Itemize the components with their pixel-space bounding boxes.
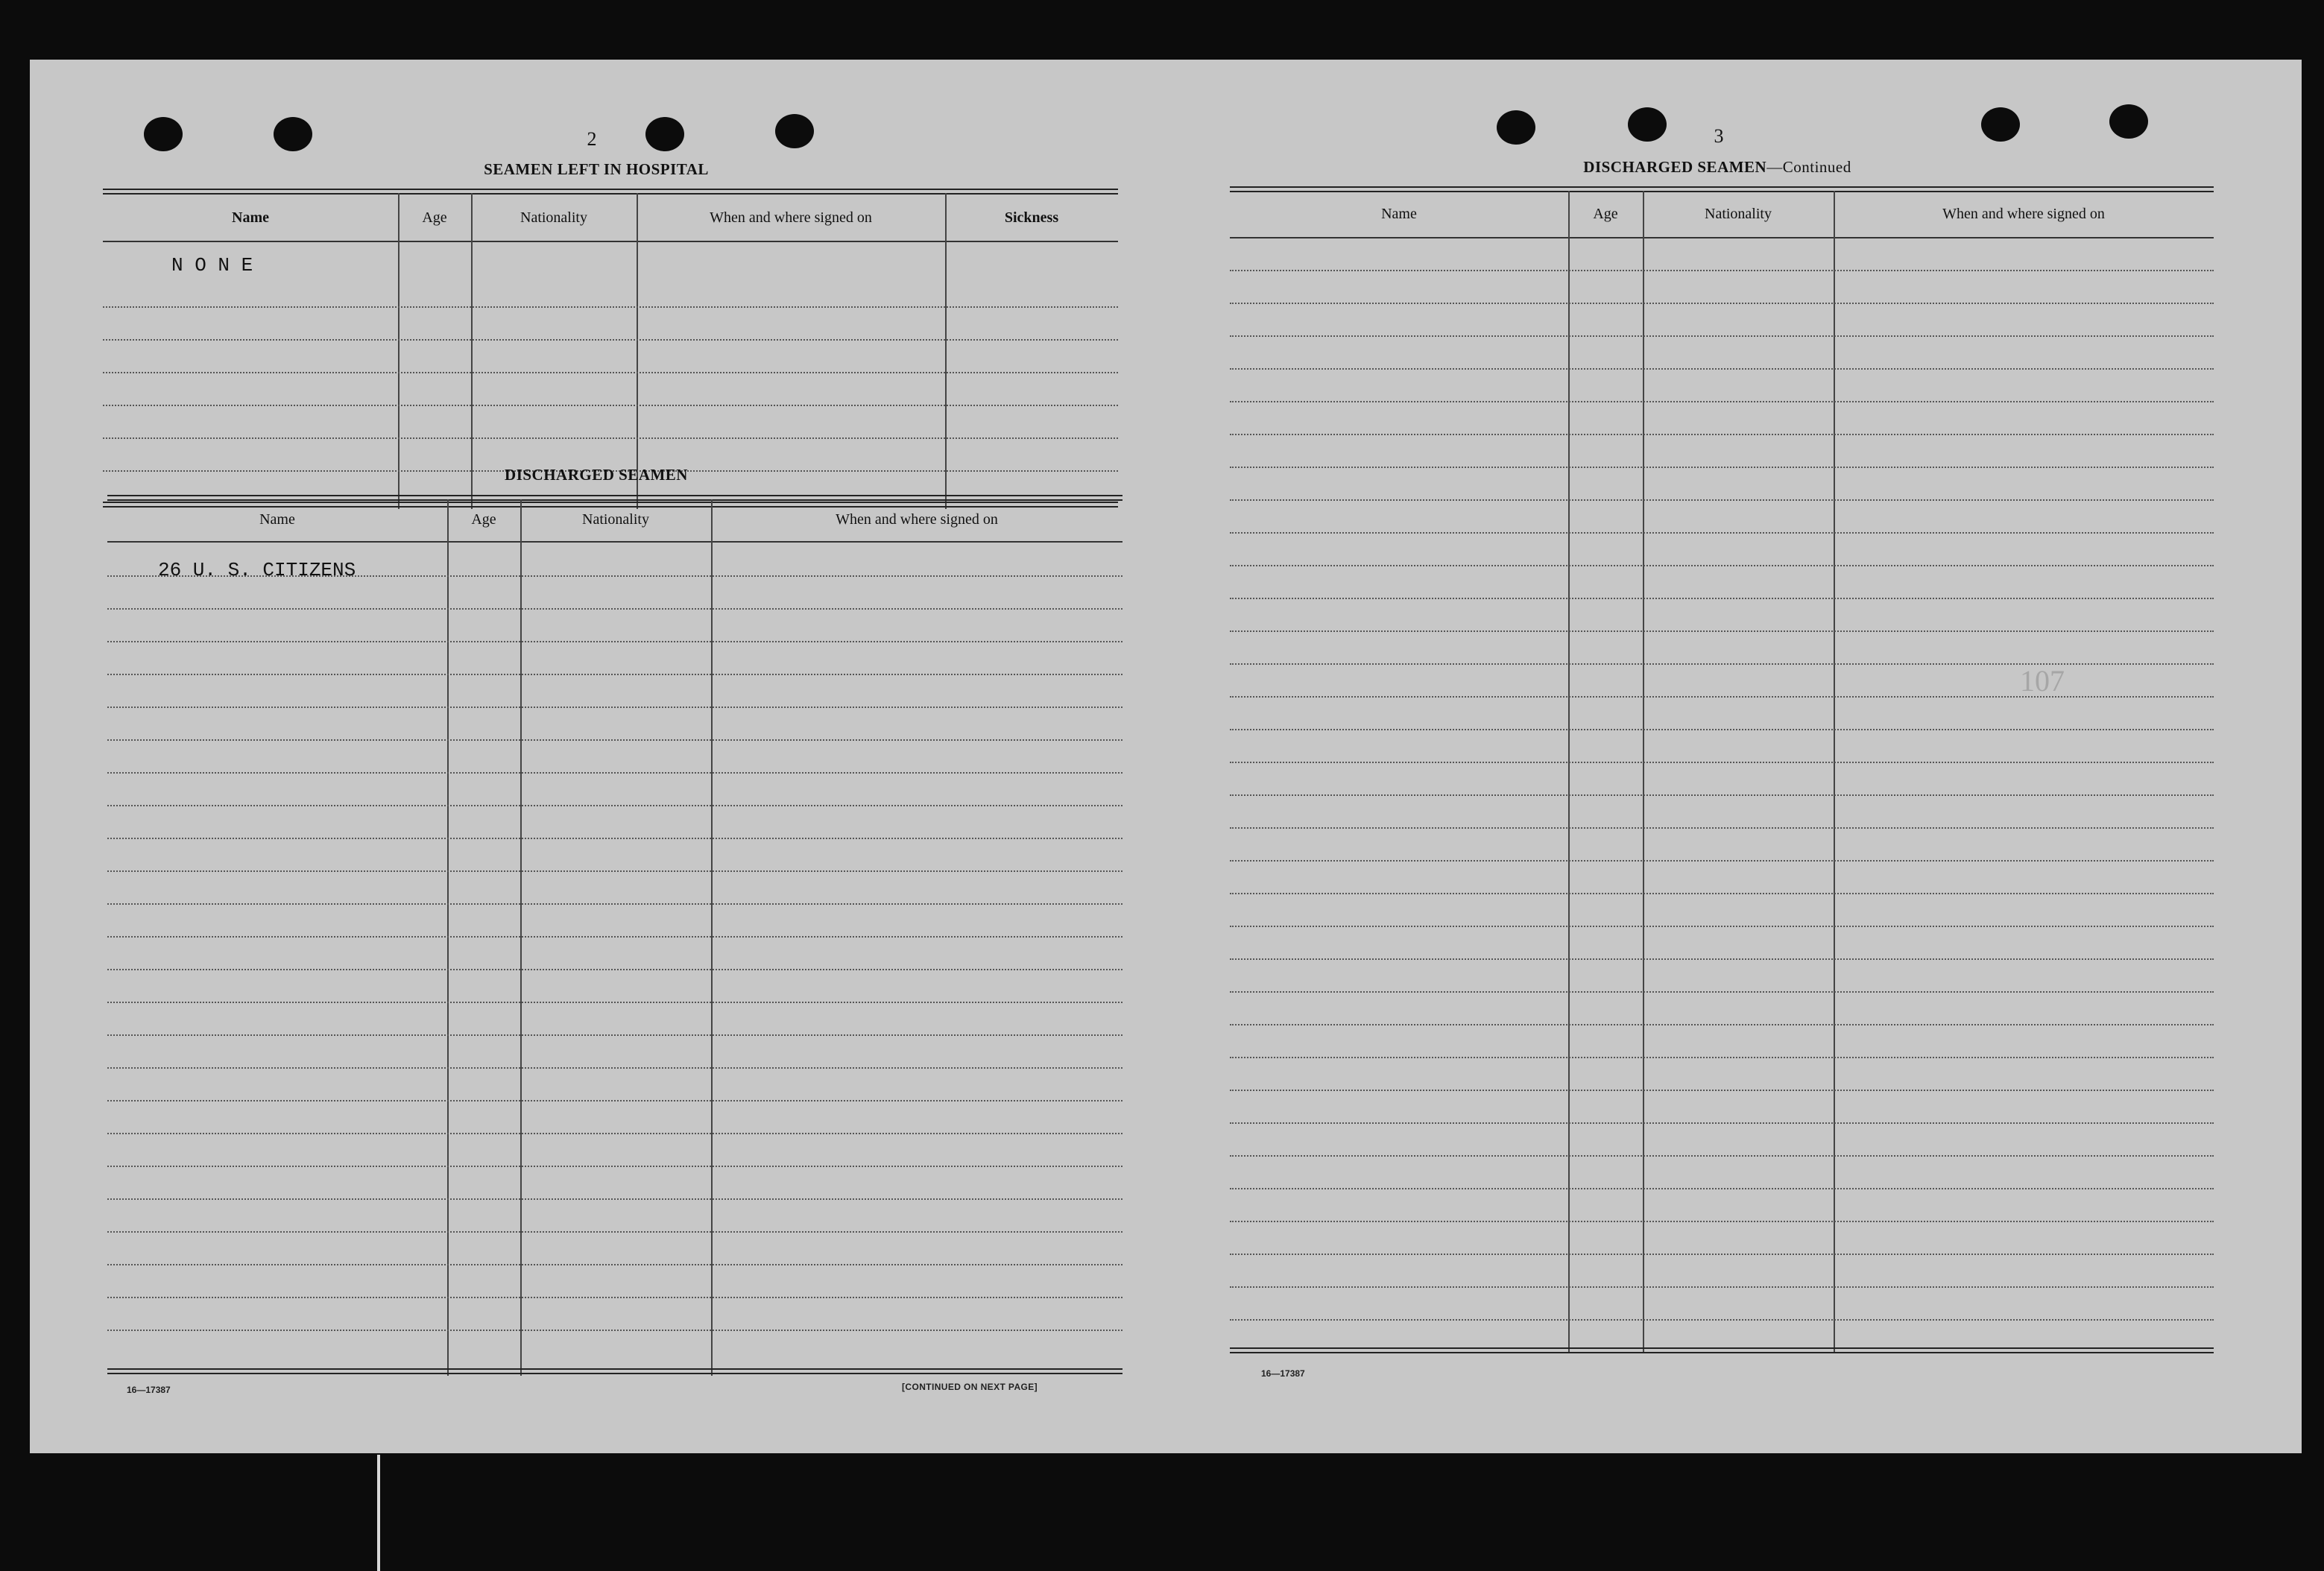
page-number: 3 <box>1714 125 1724 147</box>
column-header-age: Age <box>422 209 447 226</box>
discharged-continued-table <box>1230 186 2214 1416</box>
column-header-when-where: When and where signed on <box>710 209 872 226</box>
punch-hole <box>274 117 312 151</box>
column-header-name: Name <box>232 209 269 226</box>
punch-hole <box>1981 107 2020 142</box>
column-header-age: Age <box>1593 206 1618 222</box>
document-paper <box>30 60 2302 1453</box>
column-header-age: Age <box>471 511 496 528</box>
column-header-nationality: Nationality <box>1705 206 1772 222</box>
column-header-sickness: Sickness <box>1004 209 1059 226</box>
faint-stamp-number: 107 <box>2020 664 2065 698</box>
punch-hole <box>645 117 684 151</box>
punch-hole <box>144 117 183 151</box>
hospital-table <box>103 189 1118 511</box>
discharged-entry: 26 U. S. CITIZENS <box>158 559 356 581</box>
punch-hole <box>2109 104 2148 139</box>
column-header-nationality: Nationality <box>520 209 587 226</box>
left-page <box>30 60 1163 1453</box>
right-section-title: DISCHARGED SEAMEN—Continued <box>1583 158 1851 176</box>
punch-hole <box>1628 107 1667 142</box>
column-header-when-where: When and where signed on <box>1942 206 2105 222</box>
column-header-nationality: Nationality <box>582 511 649 528</box>
binding-edge <box>377 1455 380 1571</box>
column-header-name: Name <box>259 511 295 528</box>
right-page <box>1163 60 2302 1453</box>
discharged-section-title: DISCHARGED SEAMEN <box>505 466 688 484</box>
page-number: 2 <box>587 128 597 150</box>
discharged-table <box>107 495 1122 1447</box>
column-header-when-where: When and where signed on <box>836 511 998 528</box>
column-header-name: Name <box>1381 206 1417 222</box>
form-code: 16—17387 <box>127 1385 171 1395</box>
hospital-section-title: SEAMEN LEFT IN HOSPITAL <box>484 160 709 178</box>
punch-hole <box>1497 110 1535 145</box>
hospital-entry: N O N E <box>171 254 253 276</box>
form-code: 16—17387 <box>1261 1368 1305 1379</box>
continued-note: [CONTINUED ON NEXT PAGE] <box>902 1382 1038 1392</box>
punch-hole <box>775 114 814 148</box>
